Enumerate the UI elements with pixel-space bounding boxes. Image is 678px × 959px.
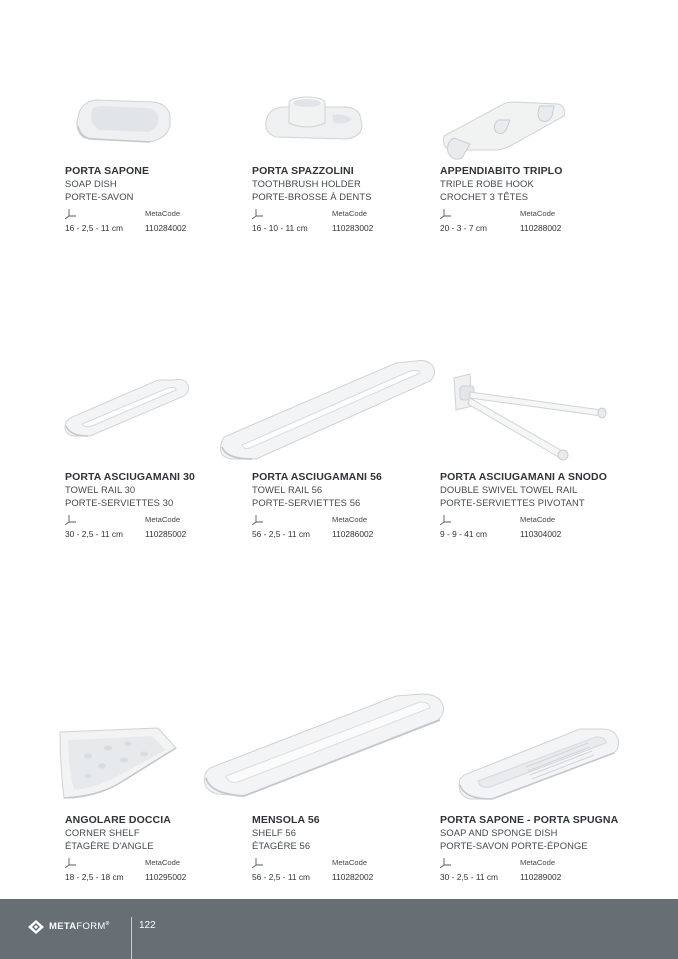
product-title: MENSOLA 56	[252, 814, 320, 826]
product-dimensions: 18 - 2,5 - 18 cm	[65, 872, 124, 882]
product-name-en: SHELF 56	[252, 827, 297, 838]
metacode-label: MetaCode	[145, 515, 181, 524]
product-card	[252, 471, 432, 540]
product-card	[252, 814, 432, 883]
product-title: PORTA ASCIUGAMANI 56	[252, 471, 382, 483]
product-card	[440, 471, 620, 540]
corner-shelf-image	[58, 726, 180, 804]
soap-sponge-dish-image	[456, 723, 622, 805]
triple-robe-hook-image	[440, 96, 568, 164]
shelf-56-image	[200, 690, 448, 802]
product-card	[440, 814, 620, 883]
dimensions-icon	[65, 856, 145, 870]
product-title: PORTA ASCIUGAMANI A SNODO	[440, 471, 607, 483]
product-card	[252, 165, 432, 234]
product-name-fr: PORTE-BROSSE À DENTS	[252, 190, 372, 202]
product-dimensions: 30 - 2,5 - 11 cm	[440, 872, 499, 882]
product-dimensions: 20 - 3 - 7 cm	[440, 223, 488, 233]
product-card	[440, 165, 620, 234]
dimensions-icon	[65, 513, 145, 527]
product-name-fr: PORTE-SAVON	[65, 190, 134, 202]
metacode-label: MetaCode	[520, 515, 556, 524]
metacode-label: MetaCode	[145, 858, 181, 867]
metaform-logo-icon	[28, 920, 44, 934]
product-code: 110289002	[520, 872, 562, 882]
metacode-label: MetaCode	[520, 209, 556, 218]
product-name-fr: PORTE-SERVIETTES 30	[65, 496, 174, 508]
metacode-label: MetaCode	[145, 209, 181, 218]
product-code: 110285002	[145, 529, 187, 539]
product-name-fr: ÉTAGÈRE 56	[252, 839, 311, 851]
product-name-en: TOOTHBRUSH HOLDER	[252, 178, 361, 189]
product-dimensions: 16 - 2,5 - 11 cm	[65, 223, 124, 233]
product-name-en: DOUBLE SWIVEL TOWEL RAIL	[440, 484, 578, 495]
product-name-en: SOAP AND SPONGE DISH	[440, 827, 558, 838]
product-code: 110283002	[332, 223, 374, 233]
product-code: 110304002	[520, 529, 562, 539]
product-dimensions: 56 - 2,5 - 11 cm	[252, 872, 311, 882]
product-title: PORTA ASCIUGAMANI 30	[65, 471, 195, 483]
product-name-fr: ÉTAGÈRE D'ANGLE	[65, 839, 154, 851]
product-name-en: TOWEL RAIL 30	[65, 484, 136, 495]
product-code: 110295002	[145, 872, 187, 882]
metacode-label: MetaCode	[520, 858, 556, 867]
metaform-logo	[28, 920, 110, 934]
product-card	[65, 165, 245, 234]
dimensions-icon	[440, 856, 520, 870]
product-name-en: TRIPLE ROBE HOOK	[440, 178, 534, 189]
product-name-fr: PORTE-SAVON PORTE-ÉPONGE	[440, 839, 588, 851]
towel-rail-56-image	[216, 357, 438, 465]
product-name-fr: PORTE-SERVIETTES 56	[252, 496, 361, 508]
product-name-fr: PORTE-SERVIETTES PIVOTANT	[440, 496, 585, 508]
page-footer	[0, 899, 678, 959]
product-title: PORTA SAPONE	[65, 165, 150, 177]
page-number: 122	[139, 920, 156, 931]
dimensions-icon	[440, 513, 520, 527]
product-card	[65, 471, 245, 540]
towel-rail-30-image	[60, 376, 192, 442]
product-name-fr: CROCHET 3 TÊTES	[440, 190, 529, 202]
dimensions-icon	[65, 207, 145, 221]
metacode-label: MetaCode	[332, 515, 368, 524]
swivel-towel-rail-image	[450, 372, 610, 466]
dimensions-icon	[440, 207, 520, 221]
product-dimensions: 9 - 9 - 41 cm	[440, 529, 488, 539]
product-dimensions: 56 - 2,5 - 11 cm	[252, 529, 311, 539]
dimensions-icon	[252, 207, 332, 221]
product-name-en: TOWEL RAIL 56	[252, 484, 323, 495]
product-code: 110288002	[520, 223, 562, 233]
product-code: 110284002	[145, 223, 187, 233]
product-title: PORTA SPAZZOLINI	[252, 165, 354, 177]
product-title: ANGOLARE DOCCIA	[65, 814, 171, 826]
product-name-en: SOAP DISH	[65, 178, 117, 189]
dimensions-icon	[252, 856, 332, 870]
product-card	[65, 814, 245, 883]
metacode-label: MetaCode	[332, 209, 368, 218]
dimensions-icon	[252, 513, 332, 527]
product-dimensions: 30 - 2,5 - 11 cm	[65, 529, 124, 539]
product-code: 110286002	[332, 529, 374, 539]
product-name-en: CORNER SHELF	[65, 827, 140, 838]
toothbrush-holder-image	[262, 93, 366, 145]
soap-dish-image	[70, 96, 175, 146]
product-title: APPENDIABITO TRIPLO	[440, 165, 563, 177]
product-code: 110282002	[332, 872, 374, 882]
product-dimensions: 16 - 10 - 11 cm	[252, 223, 308, 233]
footer-divider	[131, 917, 132, 959]
product-title: PORTA SAPONE - PORTA SPUGNA	[440, 814, 619, 826]
metacode-label: MetaCode	[332, 858, 368, 867]
brand-name: METAFORM®	[49, 921, 110, 933]
